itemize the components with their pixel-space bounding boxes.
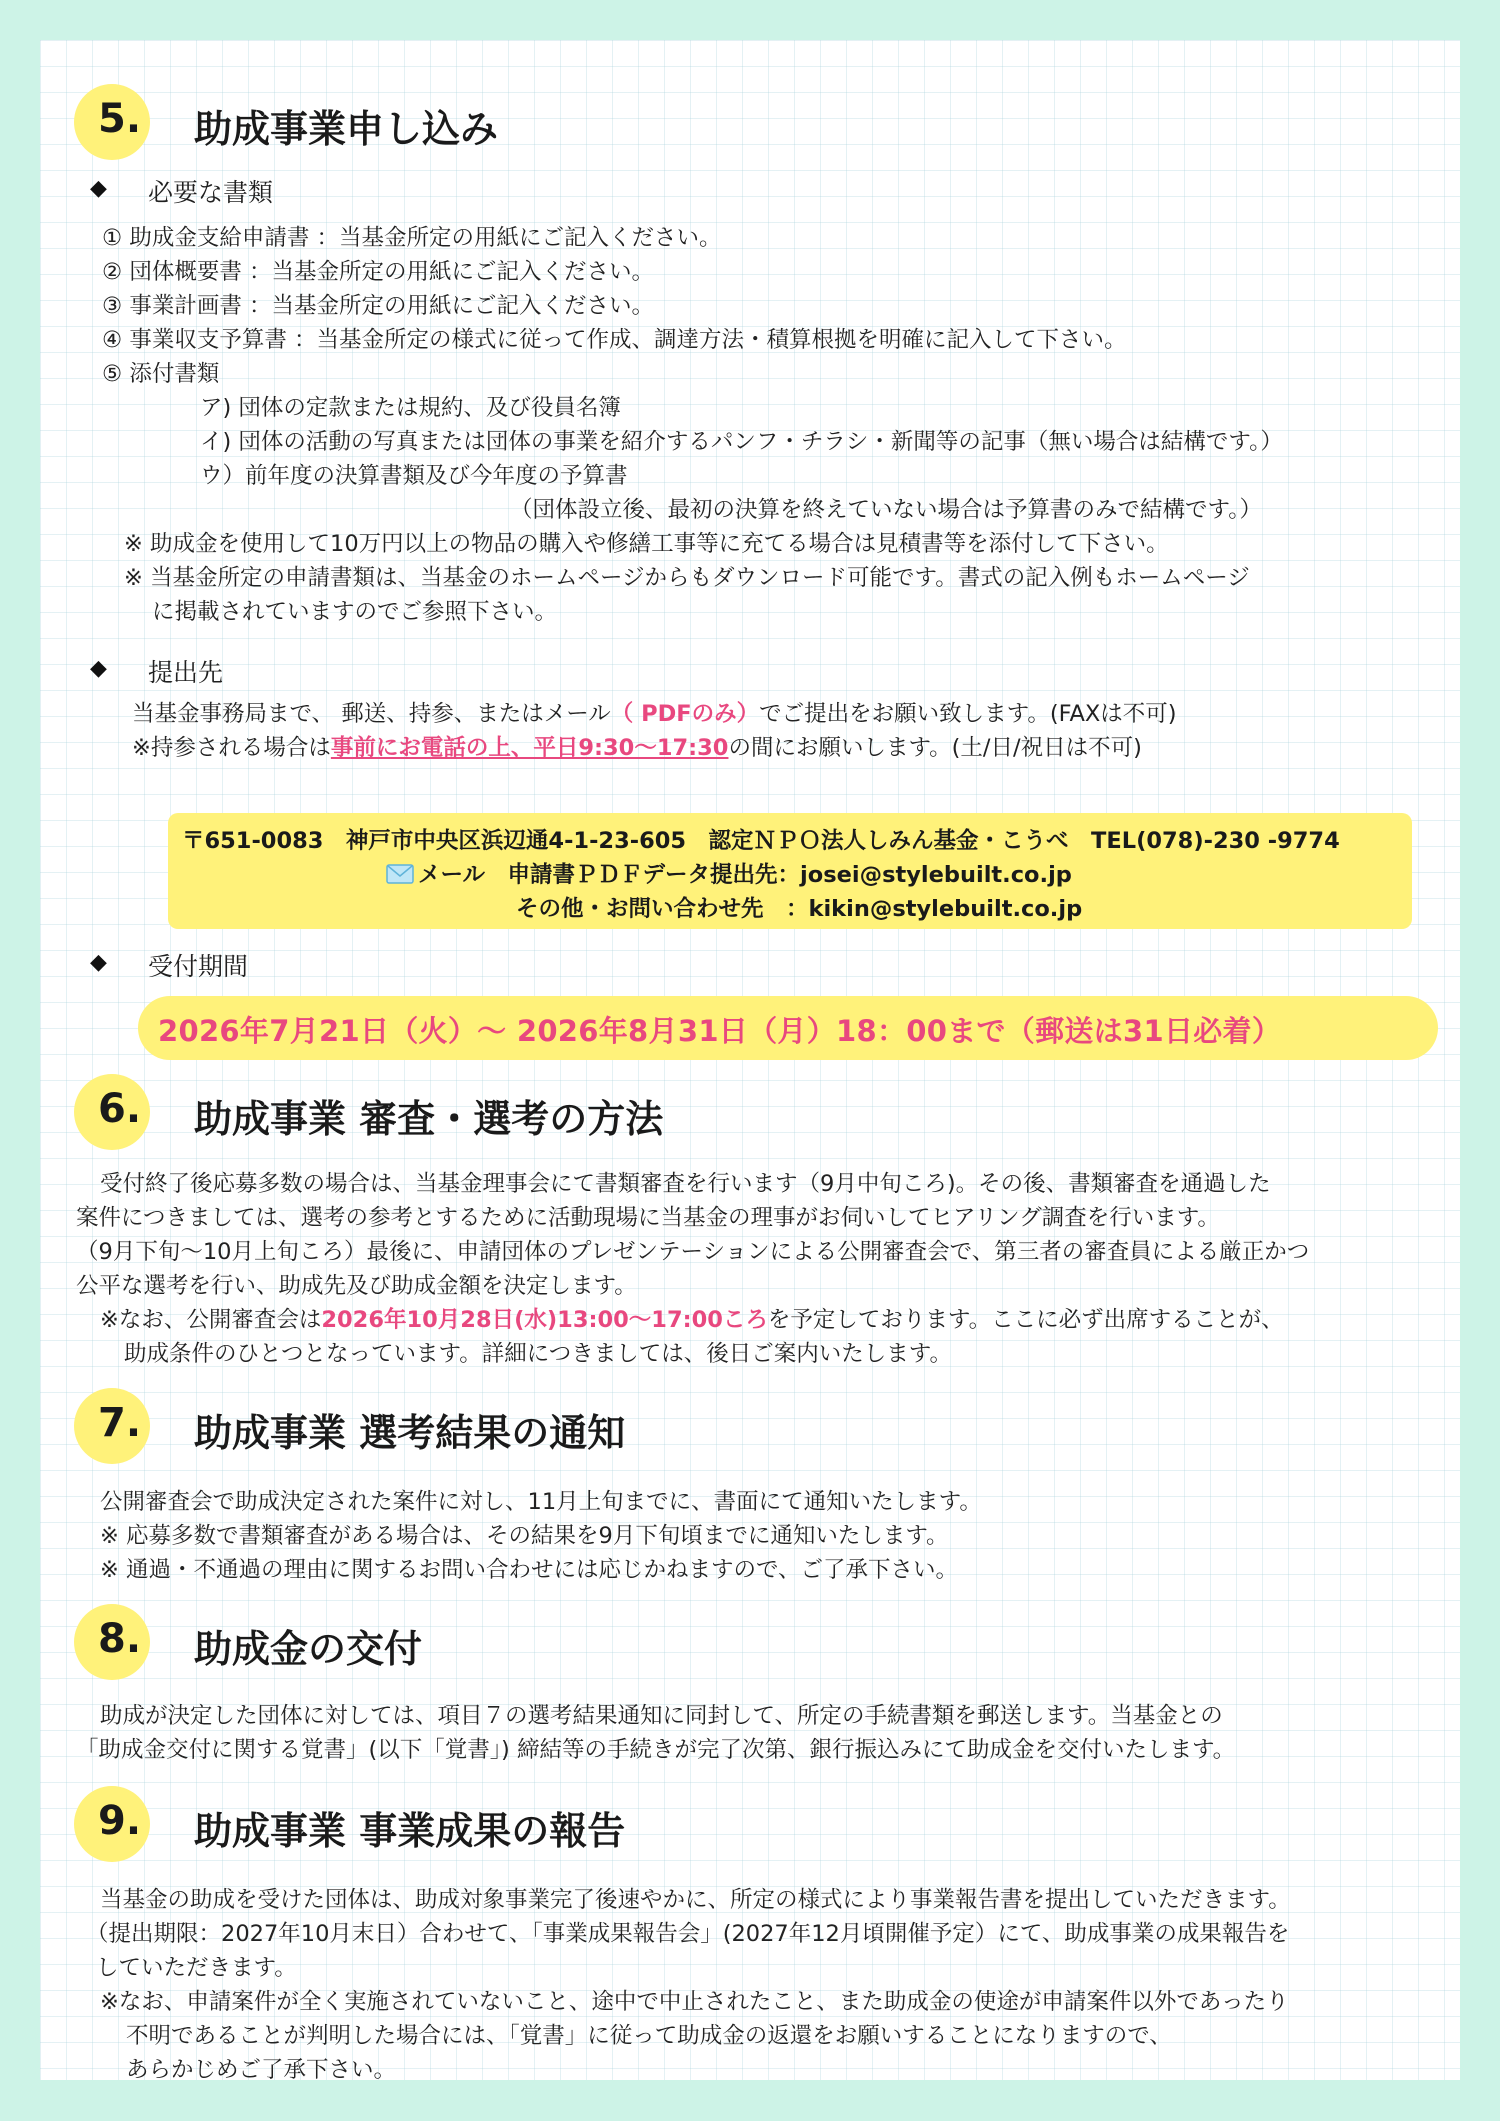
period-heading: 受付期間: [148, 952, 249, 981]
submit-heading: 提出先: [148, 658, 224, 687]
attach-item: （団体設立後、最初の決算を終えていない場合は予算書のみで結構です。）: [510, 497, 1262, 523]
s9-line: していただきます。: [96, 1955, 297, 1981]
attach-item: ウ）前年度の決算書類及び今年度の予算書: [200, 463, 628, 489]
s6-line: 案件につきましては、選考の参考とするために活動現場に当基金の理事がお伺いしてヒアリング調査を行います。: [76, 1205, 1220, 1231]
s9-line: 当基金の助成を受けた団体は、助成対象事業完了後速やかに、所定の様式により事業報告書を提出していただきます。: [100, 1887, 1291, 1913]
doc-item: ② 団体概要書 ：当基金所定の用紙にご記入ください。: [102, 259, 654, 285]
review-date-highlight: 2026年10月28日(水)13:00～17:00ころ: [321, 1307, 768, 1333]
s9-line: あらかじめご了承下さい。: [126, 2057, 397, 2083]
s6-note-line-2: 助成条件のひとつとなっています。詳細につきましては、後日ご案内いたします。: [124, 1341, 953, 1367]
period-banner: [138, 996, 1438, 1060]
s6-note-text-end: を予定しております。ここに必ず出席することが、: [767, 1307, 1284, 1333]
note-line: ※ 当基金所定の申請書類は、当基金のホームページからもダウンロード可能です。書式の記入例もホームページ: [124, 565, 1250, 591]
submit-line-1: [132, 696, 1177, 728]
s7-line: 公開審査会で助成決定された案件に対し、11月上旬までに、書面にて通知いたします。: [100, 1489, 982, 1515]
note-line: ※ 助成金を使用して10万円以上の物品の購入や修繕工事等に充てる場合は見積書等を添付して下さい。: [124, 531, 1169, 557]
mail-line-text: メール 申請書ＰＤＦデータ提出先：josei@stylebuilt.co.jp: [418, 862, 1072, 888]
s9-line: 不明であることが判明した場合には、「覚書」に従って助成金の返還をお願いすることになりますので、: [126, 2023, 1172, 2049]
docs-heading: 必要な書類: [148, 178, 274, 207]
submit-line-1-text: 当基金事務局まで、 郵送、持参、またはメール: [132, 701, 611, 727]
s6-note-line: [100, 1302, 1284, 1334]
section-5-title: 助成事業申し込み: [194, 107, 499, 151]
attach-item: イ) 団体の活動の写真または団体の事業を紹介するパンフ・チラシ・新聞等の記事（無い場合は結構です。）: [200, 429, 1283, 455]
contact-box: [168, 813, 1412, 929]
pdf-only-highlight: （ PDFのみ）: [610, 701, 760, 727]
doc-item: ④ 事業収支予算書 ：当基金所定の様式に従って作成、調達方法・積算根拠を明確に記入して下さい。: [102, 327, 1127, 353]
s7-line: ※ 通過・不通過の理由に関するお問い合わせには応じかねますので、ご了承下さい。: [100, 1557, 959, 1583]
note-line: に掲載されていますのでご参照下さい。: [152, 599, 558, 625]
diamond-icon: ◆: [90, 176, 107, 201]
s7-line: ※ 応募多数で書類審査がある場合は、その結果を9月下旬頃までに通知いたします。: [100, 1523, 949, 1549]
s6-line: （9月下旬～10月上旬ころ）最後に、申請団体のプレゼンテーションによる公開審査会で、第三者の審査員による厳正かつ: [76, 1239, 1310, 1265]
attach-item: ア) 団体の定款または規約、及び役員名簿: [200, 395, 621, 421]
section-5-number: 5.: [98, 96, 142, 142]
s6-note-text: ※なお、公開審査会は: [100, 1307, 322, 1333]
section-6-number: 6.: [98, 1086, 142, 1132]
page-sheet: [40, 40, 1460, 2083]
submit-line-2-text: ※持参される場合は: [132, 735, 331, 761]
envelope-icon: [386, 864, 414, 890]
other-contact-line: その他・お問い合わせ先 ：kikin@stylebuilt.co.jp: [516, 896, 1083, 922]
section-7-title: 助成事業 選考結果の通知: [194, 1411, 626, 1455]
submit-line-2: [132, 730, 1142, 762]
diamond-icon: ◆: [90, 656, 107, 681]
submit-line-2-text-end: の間にお願いします。(土/日/祝日は不可): [728, 735, 1142, 761]
submit-line-1-text-end: でご提出をお願い致します。(FAXは不可): [759, 701, 1177, 727]
doc-item: ③ 事業計画書 ：当基金所定の用紙にご記入ください。: [102, 293, 654, 319]
doc-item: ⑤ 添付書類: [102, 361, 220, 387]
s6-line: 公平な選考を行い、助成先及び助成金額を決定します。: [76, 1273, 637, 1299]
period-text: 2026年7月21日（火）～ 2026年8月31日（月）18：00まで（郵送は31日必着）: [158, 1014, 1282, 1048]
section-8-number: 8.: [98, 1616, 142, 1662]
s8-line: 助成が決定した団体に対しては、項目７の選考結果通知に同封して、所定の手続書類を郵送します。当基金との: [100, 1703, 1223, 1729]
section-7-number: 7.: [98, 1400, 142, 1446]
s9-line: （提出期限：2027年10月末日）合わせて、「事業成果報告会」(2027年12月頃開催予定）にて、助成事業の成果報告を: [86, 1921, 1290, 1947]
diamond-icon: ◆: [90, 950, 107, 975]
section-6-title: 助成事業 審査・選考の方法: [194, 1097, 664, 1141]
section-8-title: 助成金の交付: [194, 1627, 423, 1671]
s6-line: 受付終了後応募多数の場合は、当基金理事会にて書類審査を行います（9月中旬ころ)。その後、書類審査を通過した: [100, 1171, 1271, 1197]
address-line: 〒651-0083 神戸市中央区浜辺通4-1-23-605 認定ＮＰＯ法人しみん基金・こうべ TEL(078)-230 -9774: [182, 828, 1340, 854]
doc-item: ① 助成金支給申請書 ：当基金所定の用紙にご記入ください。: [102, 225, 722, 251]
s9-line: ※なお、申請案件が全く実施されていないこと、途中で中止されたこと、また助成金の使途が申請案件以外であったり: [100, 1989, 1289, 2015]
section-9-number: 9.: [98, 1798, 142, 1844]
section-9-title: 助成事業 事業成果の報告: [194, 1809, 626, 1853]
mail-line: [386, 857, 1072, 890]
s8-line: 「助成金交付に関する覚書」(以下「覚書」) 締結等の手続きが完了次第、銀行振込みにて助成金を交付いたします。: [76, 1737, 1236, 1763]
visit-hours-highlight: 事前にお電話の上、平日9:30～17:30: [330, 735, 729, 761]
